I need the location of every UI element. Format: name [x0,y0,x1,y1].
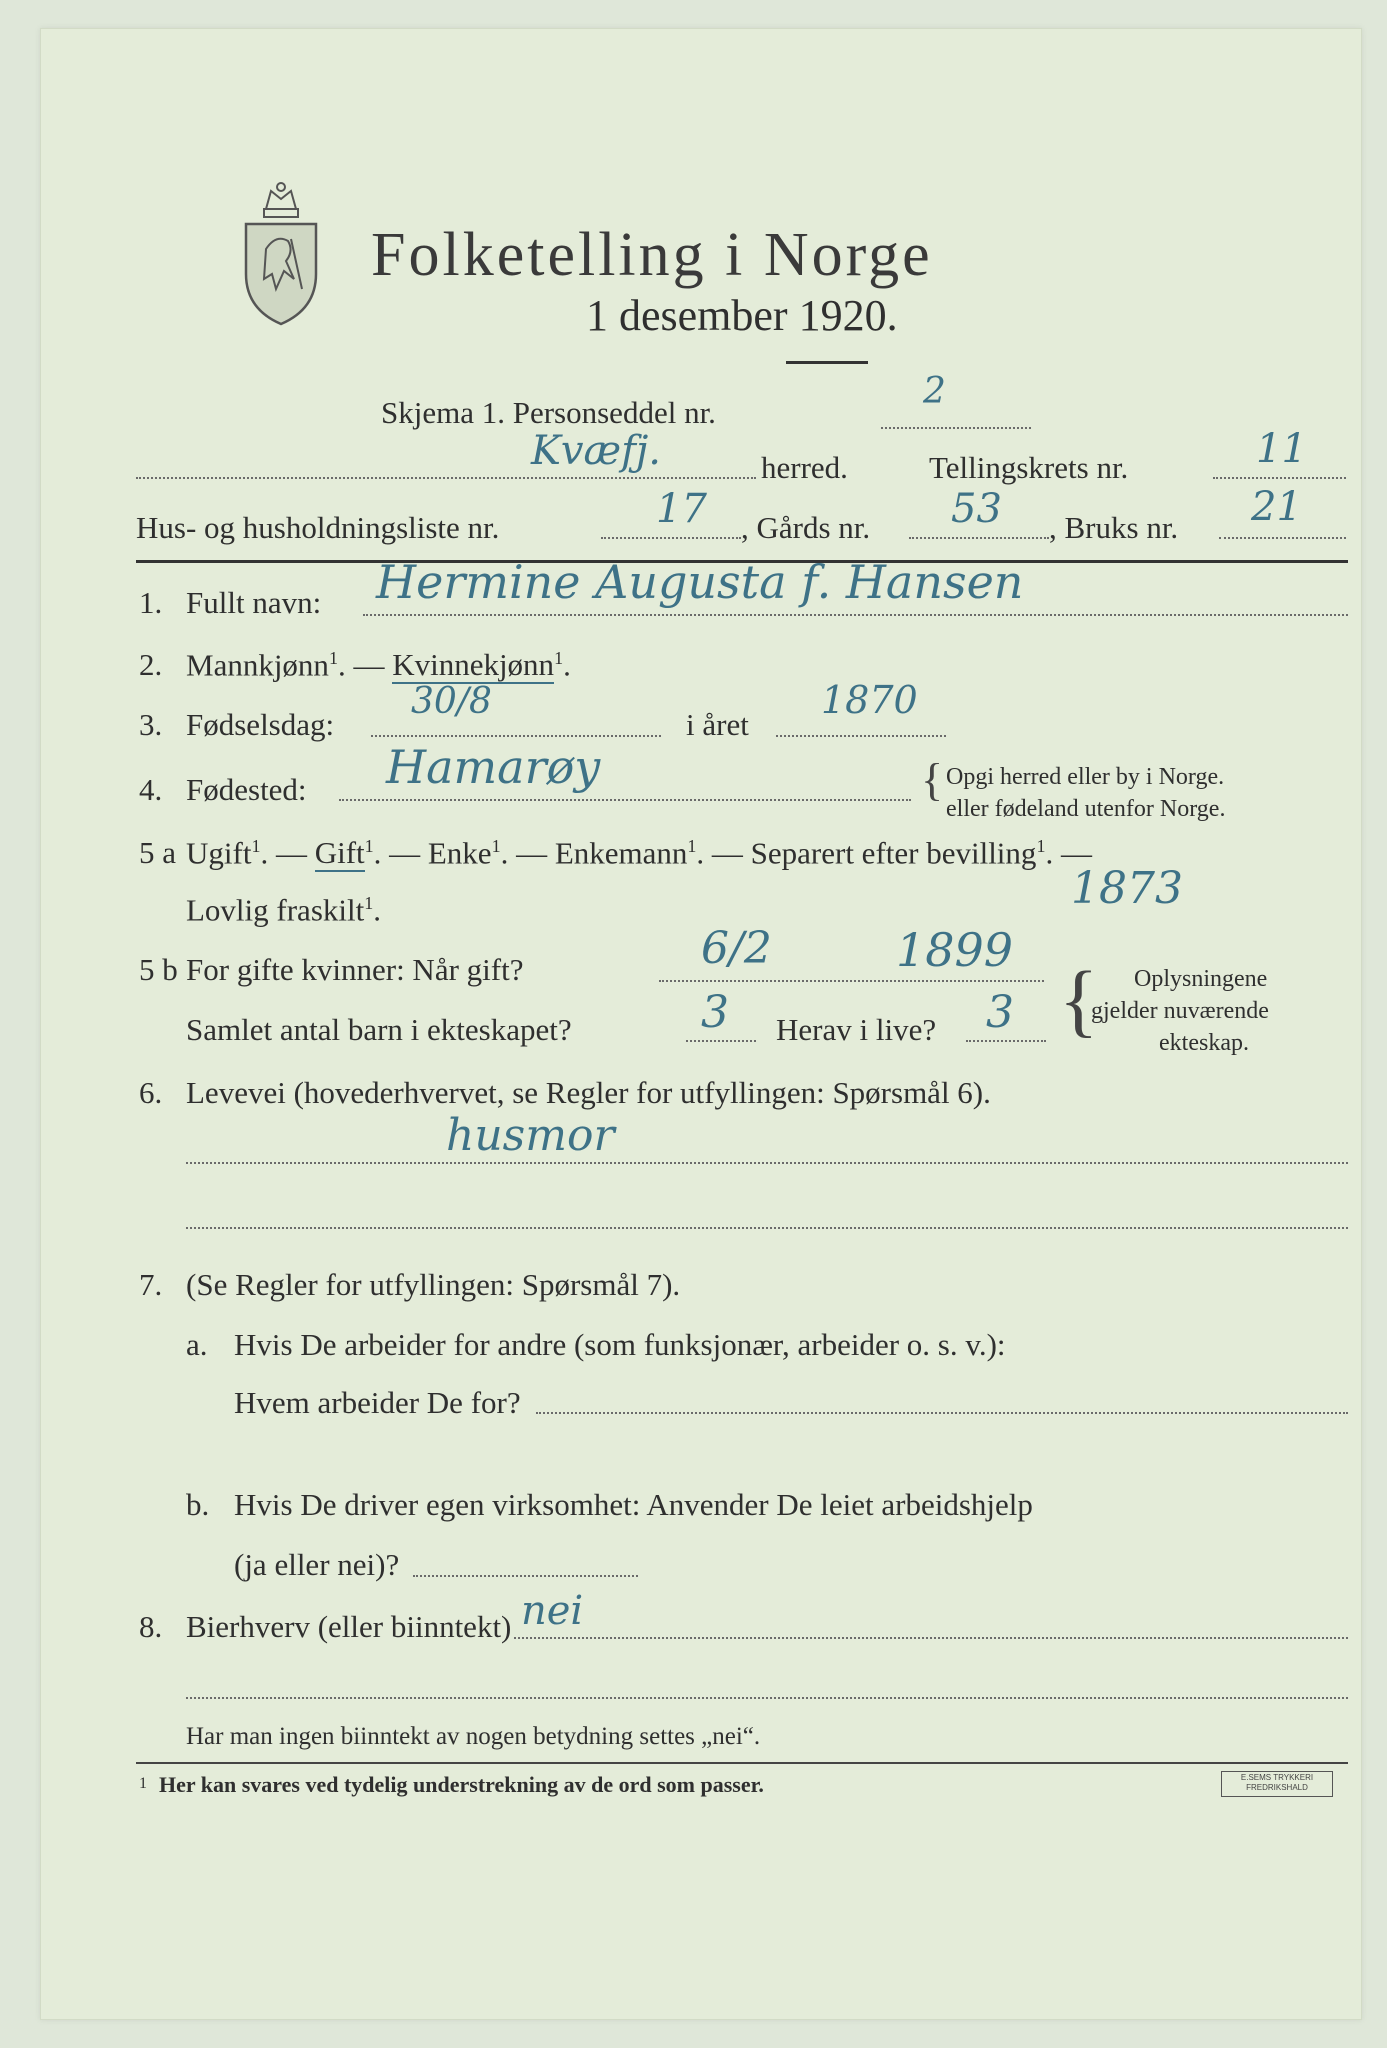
year-dots [776,735,946,737]
q7a-dots [536,1412,1348,1414]
gift-option-selected[interactable]: Gift [314,835,365,871]
hus-label: Hus- og husholdningsliste nr. [136,510,500,545]
q5b-dots [659,980,1044,982]
footer-note: Har man ingen biinntekt av nogen betydning settes „nei“. [186,1723,761,1750]
birthday-value[interactable]: 30/8 [411,681,492,722]
tellingskrets-value[interactable]: 11 [1256,426,1307,472]
female-option-selected[interactable]: Kvinnekjønn [392,647,555,683]
tellingskrets-dots [1213,477,1346,479]
enkemann-option[interactable]: . — Enkemann [500,835,688,871]
occupation-value[interactable]: husmor [446,1110,615,1161]
herred-label: herred. [761,450,848,485]
q5b-note-1: Oplysningene [1134,966,1268,992]
fraskilt-option[interactable]: Lovlig fraskilt [186,892,365,928]
q5a-line-2: Lovlig fraskilt$^1$. [186,892,381,928]
printer-line-1: E.SEMS TRYKKERI [1240,1773,1314,1782]
male-option[interactable]: Mannkjønn [186,647,329,683]
q5b-brace: { [1059,954,1099,1045]
q7b-number: b. [186,1487,210,1522]
q5b-note-2: gjelder nuværende [1091,998,1269,1024]
footnote-text: Her kan svares ved tydelig understrekning av de ord som passer. [159,1772,764,1797]
q7b-dots [413,1575,638,1577]
q5a-line-2-end: . [373,892,381,928]
q5a-number: 5 a [139,835,177,870]
birthplace-value[interactable]: Hamarøy [386,740,601,794]
form-title: Folketelling i Norge [371,221,933,289]
marriage-year-value[interactable]: 1899 [896,923,1014,977]
q5b-label: For gifte kvinner: Når gift? [186,952,524,987]
q7b-line-1: Hvis De driver egen virksomhet: Anvender De leiet arbeidshjelp [234,1487,1033,1522]
bruks-value[interactable]: 21 [1251,484,1302,530]
q4-note-2: eller fødeland utenfor Norge. [946,796,1226,822]
q4-dots [339,799,911,801]
q7-number: 7. [139,1267,163,1302]
q8-dots-2 [186,1697,1348,1699]
q6-dots-2 [186,1227,1348,1229]
q4-number: 4. [139,772,163,807]
q6-label: Levevei (hovederhvervet, se Regler for utfyllingen: Spørsmål 6). [186,1075,991,1110]
q1-number: 1. [139,585,163,620]
q7a-number: a. [186,1327,208,1362]
q8-number: 8. [139,1609,163,1644]
bruks-label: , Bruks nr. [1049,510,1179,545]
ugift-option[interactable]: Ugift [186,835,252,871]
enke-option[interactable]: . — Enke [373,835,492,871]
full-name-value[interactable]: Hermine Augusta f. Hansen [376,555,1024,609]
q3-dots [371,735,661,737]
q8-dots [514,1637,1348,1639]
gards-dots [909,537,1049,539]
herred-dots [136,477,756,479]
herred-value[interactable]: Kvæfj. [531,428,661,474]
q2-separator: . — [337,647,393,683]
children-value[interactable]: 3 [701,987,729,1038]
q5a-sep-1: . — [260,835,315,871]
q2-end: . [563,647,571,683]
gards-value[interactable]: 53 [951,486,1002,532]
marriage-date-value[interactable]: 6/2 [701,923,772,974]
side-income-value[interactable]: nei [521,1588,584,1634]
q4-brace: { [921,754,944,805]
title-divider [786,361,868,364]
bruks-dots [1219,537,1346,539]
footer-rule [136,1762,1348,1764]
q7a-line-2: Hvem arbeider De for? [234,1385,521,1420]
q3-number: 3. [139,707,163,742]
hus-value[interactable]: 17 [656,486,707,532]
tellingskrets-label: Tellingskrets nr. [929,450,1129,485]
hus-dots [601,537,741,539]
q6-dots-1 [186,1162,1348,1164]
skjema-value[interactable]: 2 [923,371,946,412]
skjema-dots [881,427,1031,429]
q2-number: 2. [139,647,163,682]
gards-label: , Gårds nr. [741,510,871,545]
q7-label: (Se Regler for utfyllingen: Spørsmål 7). [186,1267,681,1302]
q3-label: Fødselsdag: [186,707,335,742]
q6-number: 6. [139,1075,163,1110]
birth-year-value[interactable]: 1870 [821,678,918,722]
q1-label: Fullt navn: [186,585,322,620]
q5b-number: 5 b [139,952,178,987]
form-date: 1 desember 1920. [586,291,898,340]
q8-label: Bierhverv (eller biinntekt) [186,1609,512,1644]
footnote-number: 1 [139,1775,147,1792]
q5a-end: . — [1045,835,1092,871]
q7a-line-1: Hvis De arbeider for andre (som funksjonær, arbeider o. s. v.): [234,1327,1006,1362]
q7b-line-2: (ja eller nei)? [234,1547,400,1582]
skjema-label: Skjema 1. Personseddel nr. [381,395,716,430]
year-label: i året [686,707,749,742]
q5a-extra-year[interactable]: 1873 [1071,863,1183,914]
printer-line-2: FREDRIKSHALD [1246,1783,1308,1792]
q4-note-1: Opgi herred eller by i Norge. [946,764,1225,790]
printer-stamp [1221,1771,1333,1797]
coat-of-arms-icon [236,179,326,329]
census-form [40,28,1362,2020]
children-dots [686,1040,756,1042]
alive-dots [966,1040,1046,1042]
children-label: Samlet antal barn i ekteskapet? [186,1012,572,1047]
separert-option[interactable]: . — Separert efter bevilling [696,835,1037,871]
q5b-note-3: ekteskap. [1159,1030,1249,1056]
q1-dots [363,614,1348,616]
q2-options: Mannkjønn$^1$. — Kvinnekjønn$^1$. [186,647,571,683]
q4-label: Fødested: [186,772,307,807]
alive-value[interactable]: 3 [986,987,1014,1038]
alive-label: Herav i live? [776,1012,937,1047]
q5a-options: Ugift$^1$. — Gift$^1$. — Enke$^1$. — Enkemann$^1$. — Separert efter bevilling$^1$. — [186,835,1092,871]
